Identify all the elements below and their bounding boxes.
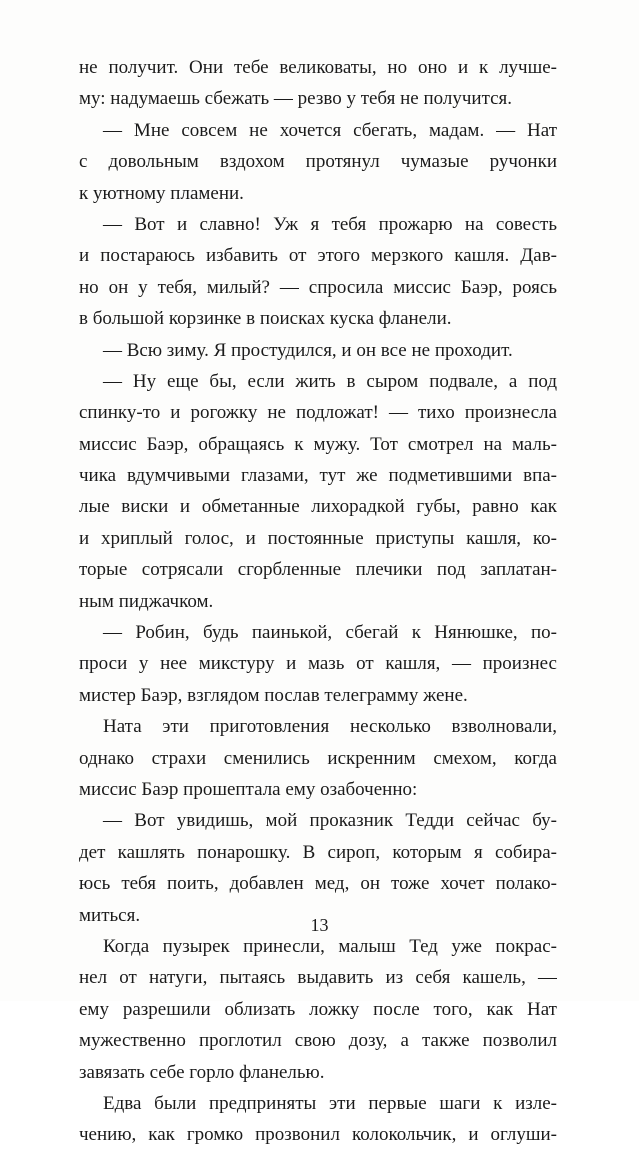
text-line: — Мне совсем не хочется сбегать, мадам. — Нат — [103, 119, 557, 141]
text-line: Едва были предприняты эти первые шаги к изле- — [103, 1092, 557, 1114]
text-line: спинку-то и рогожку не подложат! — тихо произнесла — [79, 402, 557, 424]
text-line: в большой корзинке в поисках куска фланели. — [79, 308, 452, 330]
text-line: дет кашлять понарошку. В сироп, которым я собира- — [79, 841, 557, 863]
text-line: нел от натуги, пытаясь выдавить из себя кашель, — — [79, 967, 557, 989]
text-line: чению, как громко прозвонил колокольчик, и оглуши- — [79, 1124, 557, 1146]
text-line: миться. — [79, 904, 141, 926]
text-line: миссис Баэр прошептала ему озабоченно: — [79, 778, 418, 800]
text-line: мужественно проглотил свою дозу, а также позволил — [79, 1030, 557, 1052]
text-line: не получит. Они тебе великоваты, но оно и к лучше- — [79, 57, 557, 78]
text-line: и постараюсь избавить от этого мерзкого кашля. Дав- — [79, 245, 557, 267]
text-line: и хриплый голос, и постоянные приступы кашля, ко- — [79, 527, 557, 549]
text-line: к уютному пламени. — [79, 182, 244, 204]
text-line: но он у тебя, милый? — спросила миссис Баэр, роясь — [79, 276, 557, 298]
text-line: мистер Баэр, взглядом послав телеграмму жене. — [79, 684, 468, 706]
text-line: чика вдумчивыми глазами, тут же подметившими впа- — [79, 465, 557, 487]
text-line: завязать себе горло фланелью. — [79, 1061, 325, 1083]
text-line: — Всю зиму. Я простудился, и он все не проходит. — [103, 339, 513, 361]
text-line: миссис Баэр, обращаясь к мужу. Тот смотрел на маль- — [79, 433, 557, 455]
page-number: 13 — [310, 915, 329, 935]
body-text — [79, 52, 557, 1151]
text-line: ему разрешили облизать ложку после того, как Нат — [79, 998, 557, 1020]
text-line: лые виски и обметанные лихорадкой губы, равно как — [79, 496, 557, 518]
text-line: Ната эти приготовления несколько взволновали, — [103, 716, 557, 738]
text-line: — Вот увидишь, мой проказник Тедди сейчас бу- — [103, 810, 557, 832]
text-line: торые сотрясали сгорбленные плечики под заплатан- — [79, 559, 557, 581]
text-line: му: надумаешь сбежать — резво у тебя не получится. — [79, 88, 513, 110]
text-line: — Робин, будь паинькой, сбегай к Нянюшке, по- — [103, 622, 557, 644]
text-line: с довольным вздохом протянул чумазые ручонки — [79, 151, 557, 173]
text-line: однако страхи сменились искренним смехом, когда — [79, 747, 557, 769]
text-line: Когда пузырек принесли, малыш Тед уже покрас- — [103, 935, 557, 957]
text-line: — Ну еще бы, если жить в сыром подвале, а под — [103, 370, 557, 392]
text-line: проси у нее микстуру и мазь от кашля, — произнес — [79, 653, 557, 675]
text-line: — Вот и славно! Уж я тебя прожарю на совесть — [103, 213, 557, 235]
text-line: ным пиджачком. — [79, 590, 214, 612]
text-line: юсь тебя поить, добавлен мед, он тоже хочет полако- — [79, 873, 557, 895]
